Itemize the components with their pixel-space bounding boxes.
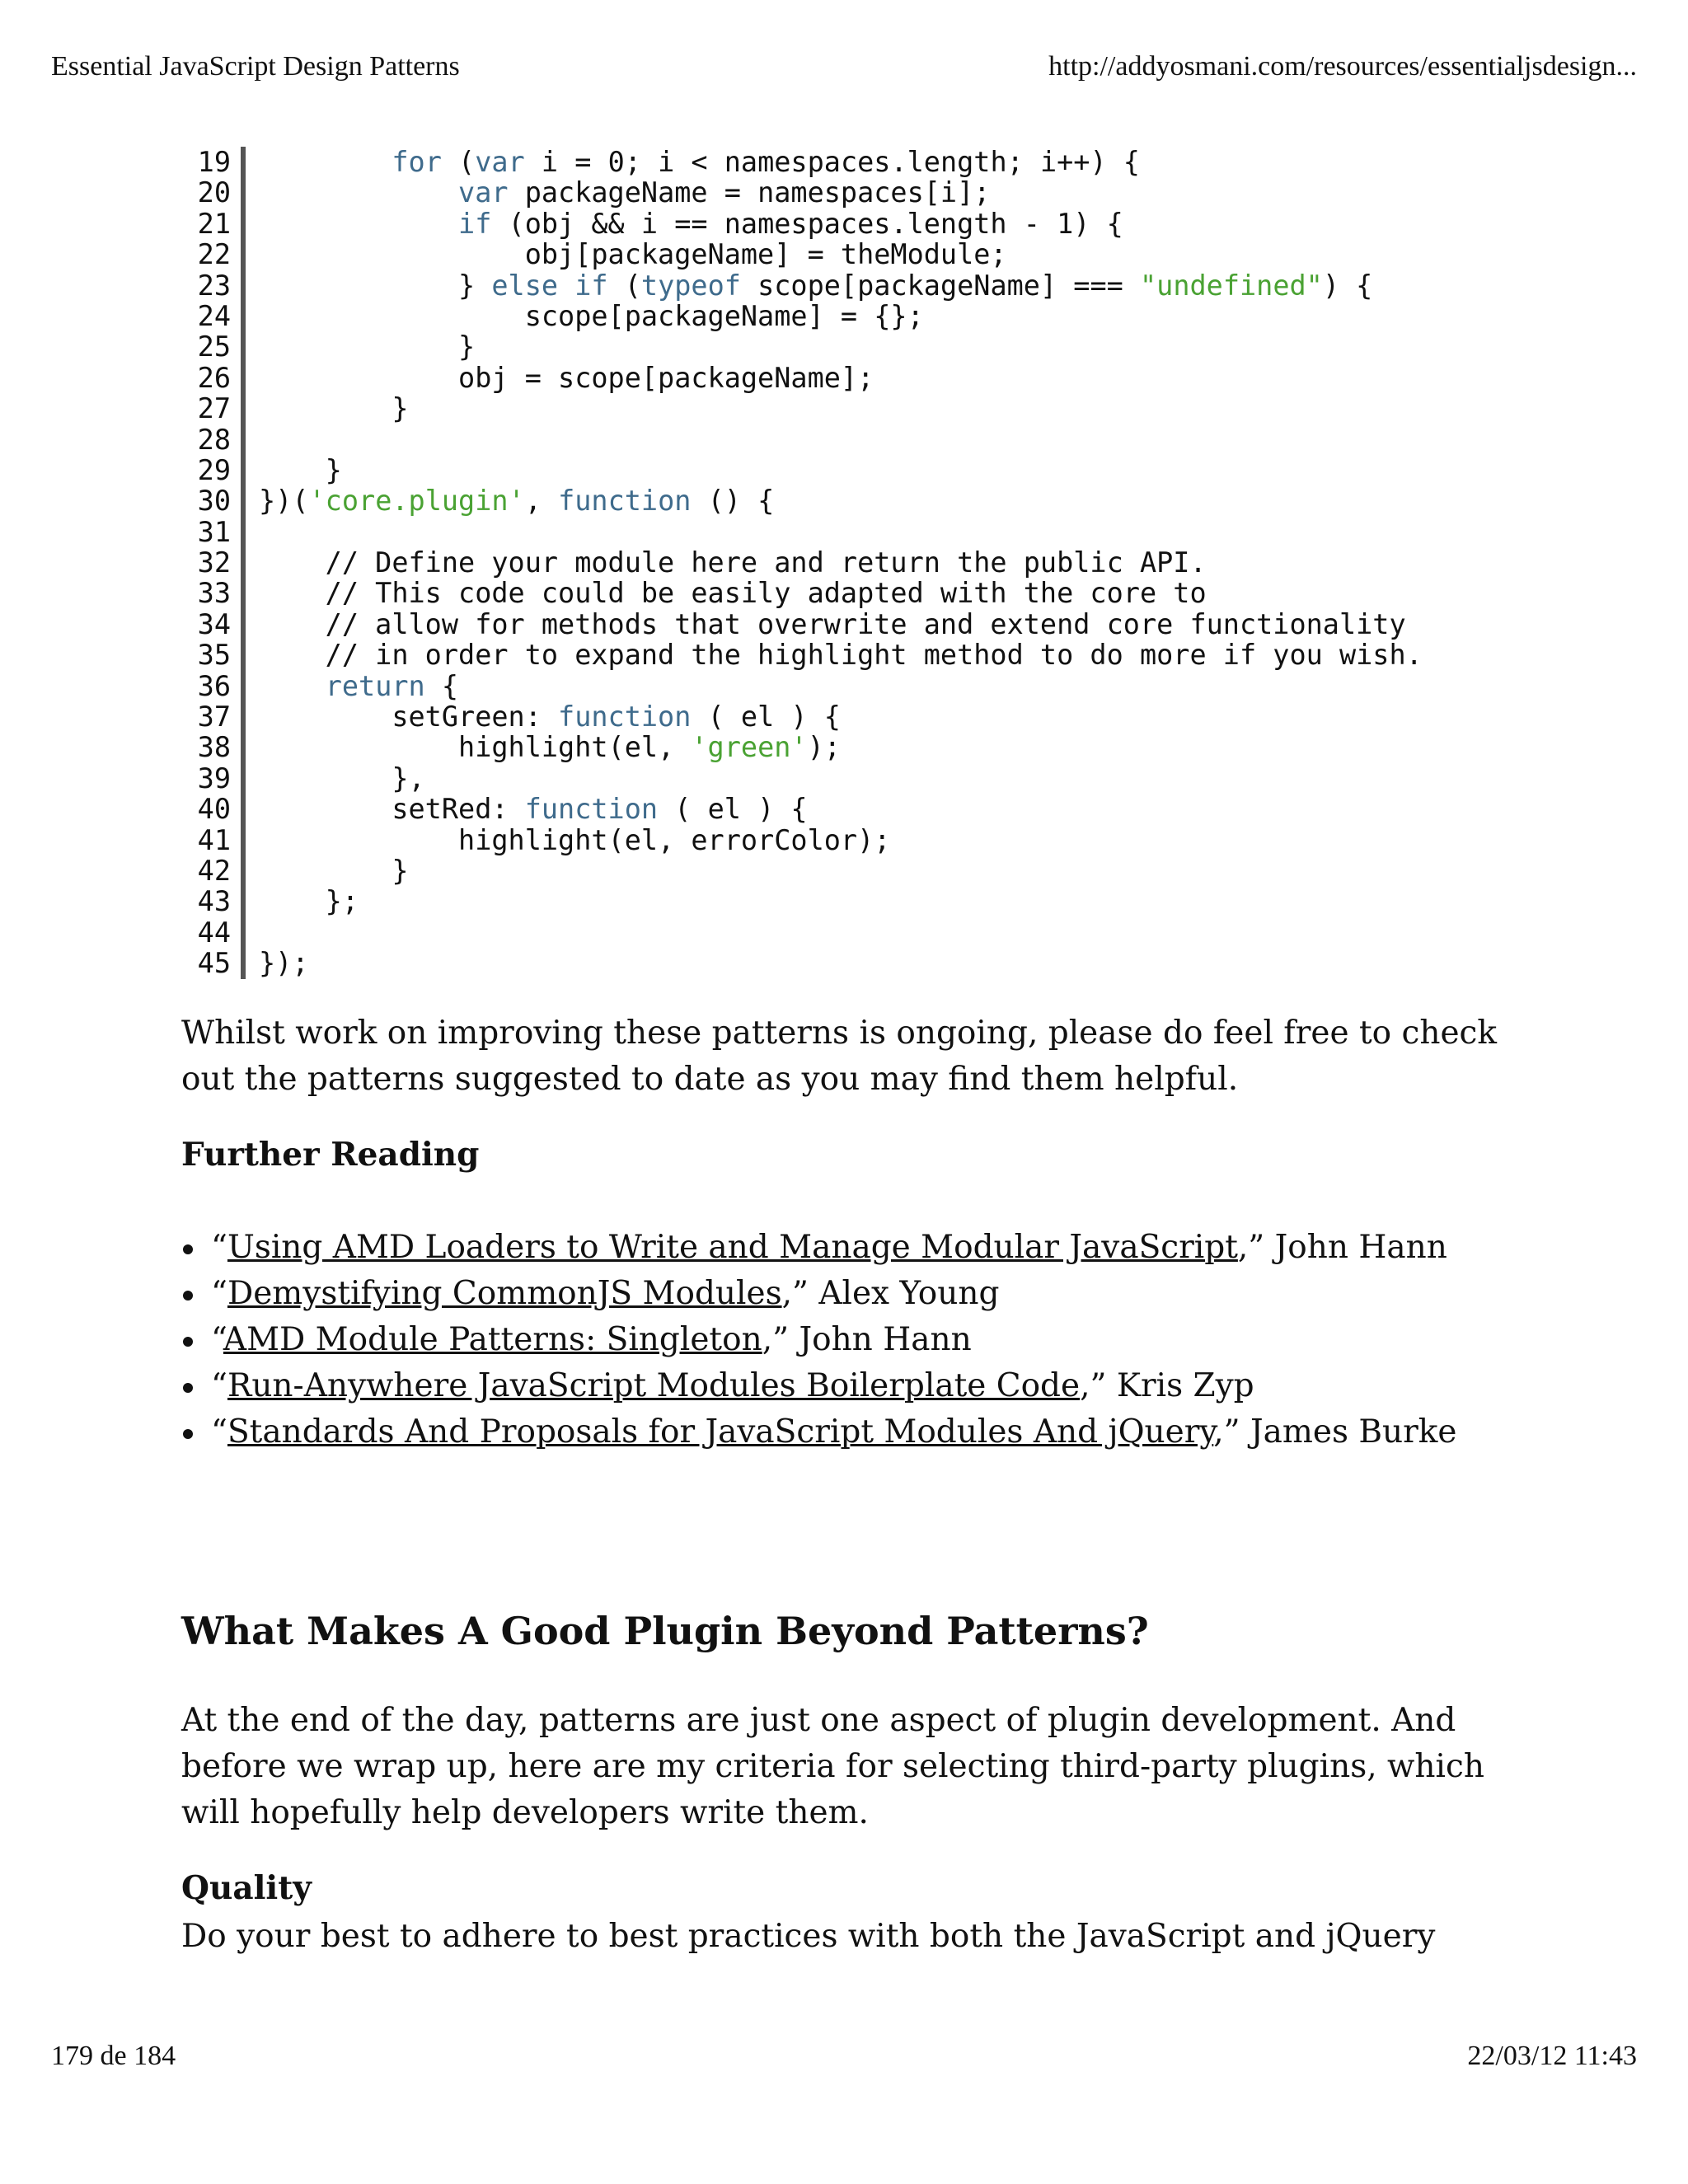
code-token: ( [607, 269, 641, 302]
code-text [246, 485, 774, 516]
code-token: } [259, 854, 409, 887]
reading-link[interactable]: Demystifying CommonJS Modules [227, 1275, 782, 1312]
code-token: i = 0; i < namespaces.length; i++) { [524, 146, 1140, 178]
code-keyword: var [475, 146, 525, 178]
code-text [246, 825, 890, 855]
quote-mark: “ [211, 1275, 227, 1312]
code-keyword: for [392, 146, 442, 178]
code-line [181, 147, 1533, 177]
code-text [246, 732, 841, 762]
reading-list-item [181, 1225, 1457, 1271]
code-token: setGreen: [259, 701, 559, 733]
line-number: 39 [181, 763, 246, 794]
code-token: () { [691, 485, 775, 518]
code-token: scope[packageName] === [740, 269, 1140, 302]
code-token: setRed: [259, 793, 525, 826]
code-token: { [424, 669, 459, 702]
code-text [246, 455, 342, 485]
code-text [246, 917, 259, 948]
quote-mark: “ [211, 1229, 227, 1266]
code-line [181, 671, 1533, 701]
page-number: 179 de 184 [51, 2041, 176, 2071]
code-line [181, 794, 1533, 824]
print-footer [51, 2041, 1637, 2072]
line-number: 42 [181, 855, 246, 886]
code-token: }, [259, 762, 425, 794]
line-number: 27 [181, 393, 246, 424]
code-text [246, 301, 924, 331]
line-number: 34 [181, 609, 246, 640]
code-text [246, 640, 1423, 670]
code-line [181, 825, 1533, 855]
line-number: 36 [181, 671, 246, 701]
line-number: 26 [181, 363, 246, 393]
code-line [181, 855, 1533, 886]
line-number: 35 [181, 640, 246, 670]
document-url: http://addyosmani.com/resources/essentialjsdesign... [1048, 51, 1637, 82]
code-keyword: function [558, 485, 692, 518]
code-line [181, 301, 1533, 331]
code-line [181, 640, 1533, 670]
print-header [51, 51, 1637, 82]
code-token: } [259, 392, 409, 425]
document-title: Essential JavaScript Design Patterns [51, 51, 460, 82]
code-text [246, 763, 425, 794]
reading-link[interactable]: Standards And Proposals for JavaScript Modules And jQuery [227, 1413, 1214, 1451]
code-line [181, 886, 1533, 916]
line-number: 45 [181, 948, 246, 978]
code-token: highlight(el, [259, 731, 692, 764]
further-reading-list [181, 1225, 1457, 1455]
code-text [246, 517, 259, 547]
code-line [181, 209, 1533, 239]
reading-list-item [181, 1317, 1457, 1363]
code-line [181, 393, 1533, 424]
line-number: 23 [181, 270, 246, 301]
code-line [181, 948, 1533, 978]
code-text [246, 209, 1123, 239]
code-text [246, 886, 359, 916]
code-line [181, 578, 1533, 608]
code-text [246, 331, 475, 362]
code-line [181, 455, 1533, 485]
code-token: ( el ) { [658, 793, 808, 826]
reading-list-item [181, 1409, 1457, 1455]
code-keyword: typeof [640, 269, 741, 302]
code-token: ( el ) { [691, 701, 841, 733]
code-token: ) { [1322, 269, 1373, 302]
code-keyword: if [458, 207, 492, 240]
code-token: scope[packageName] = {}; [259, 299, 924, 332]
reading-author: ,” James Burke [1213, 1413, 1457, 1451]
code-text [246, 948, 309, 978]
line-number: 21 [181, 209, 246, 239]
code-token: } [259, 453, 342, 486]
line-number: 30 [181, 485, 246, 516]
code-line [181, 732, 1533, 762]
reading-author: ,” John Hann [762, 1321, 972, 1358]
code-line [181, 270, 1533, 301]
quote-mark: “ [211, 1413, 227, 1451]
code-token [259, 208, 458, 240]
code-line [181, 363, 1533, 393]
line-number: 38 [181, 732, 246, 762]
line-number: 22 [181, 239, 246, 269]
line-number: 31 [181, 517, 246, 547]
code-text [246, 794, 808, 824]
reading-list-item [181, 1271, 1457, 1317]
line-number: 19 [181, 147, 246, 177]
quality-heading: Quality [181, 1869, 312, 1907]
code-token: , [524, 485, 559, 518]
code-token [259, 176, 458, 209]
reading-author: ,” John Hann [1237, 1229, 1447, 1266]
line-number: 20 [181, 177, 246, 208]
code-string: "undefined" [1139, 269, 1323, 302]
code-string: 'core.plugin' [308, 485, 525, 518]
code-token: // allow for methods that overwrite and extend core functionality [259, 607, 1406, 640]
code-token: highlight(el, errorColor); [259, 823, 891, 856]
code-token: (obj && i == namespaces.length - 1) { [491, 207, 1123, 240]
reading-author: ,” Alex Young [781, 1275, 1000, 1312]
intro-paragraph: Whilst work on improving these patterns is ongoing, please do feel free to check out the patterns suggested to date as you may find them helpful. [181, 1015, 1498, 1098]
code-text [246, 701, 841, 732]
code-line [181, 424, 1533, 455]
code-text [246, 855, 409, 886]
code-line [181, 609, 1533, 640]
quote-mark: “ [211, 1367, 227, 1404]
section-heading: What Makes A Good Plugin Beyond Patterns? [181, 1609, 1149, 1653]
code-token: // Define your module here and return the public API. [259, 546, 1207, 579]
code-keyword: var [458, 176, 509, 209]
reading-link[interactable]: AMD Module Patterns: Singleton [223, 1321, 762, 1358]
line-number: 44 [181, 917, 246, 948]
line-number: 43 [181, 886, 246, 916]
line-number: 24 [181, 301, 246, 331]
code-token: ( [441, 146, 476, 178]
quality-paragraph: Do your best to adhere to best practices with both the JavaScript and jQuery [181, 1918, 1436, 1955]
code-text [246, 270, 1372, 301]
code-text [246, 578, 1207, 608]
code-text [246, 239, 1007, 269]
code-keyword: function [558, 701, 692, 733]
code-text [246, 393, 409, 424]
code-line [181, 701, 1533, 732]
line-number: 33 [181, 578, 246, 608]
reading-link[interactable]: Run-Anywhere JavaScript Modules Boilerplate Code [227, 1367, 1081, 1404]
reading-link[interactable]: Using AMD Loaders to Write and Manage Modular JavaScript [227, 1229, 1238, 1266]
code-token: }); [259, 947, 309, 980]
code-token: }; [259, 885, 359, 918]
line-number: 32 [181, 547, 246, 578]
code-token [259, 146, 392, 178]
code-token: packageName = namespaces[i]; [508, 176, 991, 209]
code-text [246, 147, 1140, 177]
line-number: 25 [181, 331, 246, 362]
code-token: // This code could be easily adapted with the core to [259, 577, 1207, 610]
code-text [246, 177, 990, 208]
code-token: // in order to expand the highlight method to do more if you wish. [259, 639, 1423, 672]
code-token: } [259, 269, 492, 302]
code-line [181, 763, 1533, 794]
code-keyword: return [325, 669, 425, 702]
section-paragraph: At the end of the day, patterns are just one aspect of plugin development. And before we wrap up, here are my criteria for selecting third-party plugins, which will hopefully help developers write them. [181, 1702, 1484, 1831]
code-text [246, 363, 874, 393]
code-line [181, 517, 1533, 547]
code-line [181, 485, 1533, 516]
code-token: })( [259, 485, 309, 518]
code-token: } [259, 330, 476, 363]
code-block [181, 147, 1533, 979]
line-number: 28 [181, 424, 246, 455]
code-text [246, 671, 458, 701]
code-token: obj = scope[packageName]; [259, 361, 874, 394]
code-line [181, 331, 1533, 362]
code-token: obj[packageName] = theModule; [259, 238, 1007, 271]
code-text [246, 424, 259, 455]
print-datetime: 22/03/12 11:43 [1467, 2041, 1637, 2071]
line-number: 37 [181, 701, 246, 732]
quote-mark: “ [211, 1321, 223, 1358]
code-line [181, 177, 1533, 208]
reading-author: ,” Kris Zyp [1080, 1367, 1254, 1404]
further-reading-heading: Further Reading [181, 1136, 480, 1174]
code-string: 'green' [691, 731, 808, 764]
code-keyword: else if [491, 269, 608, 302]
reading-list-item [181, 1363, 1457, 1409]
line-number: 29 [181, 455, 246, 485]
code-line [181, 239, 1533, 269]
code-text [246, 547, 1207, 578]
code-token [259, 670, 326, 702]
code-line [181, 917, 1533, 948]
line-number: 41 [181, 825, 246, 855]
line-number: 40 [181, 794, 246, 824]
code-keyword: function [524, 793, 659, 826]
code-text [246, 609, 1406, 640]
code-line [181, 547, 1533, 578]
code-token: ); [807, 731, 841, 764]
